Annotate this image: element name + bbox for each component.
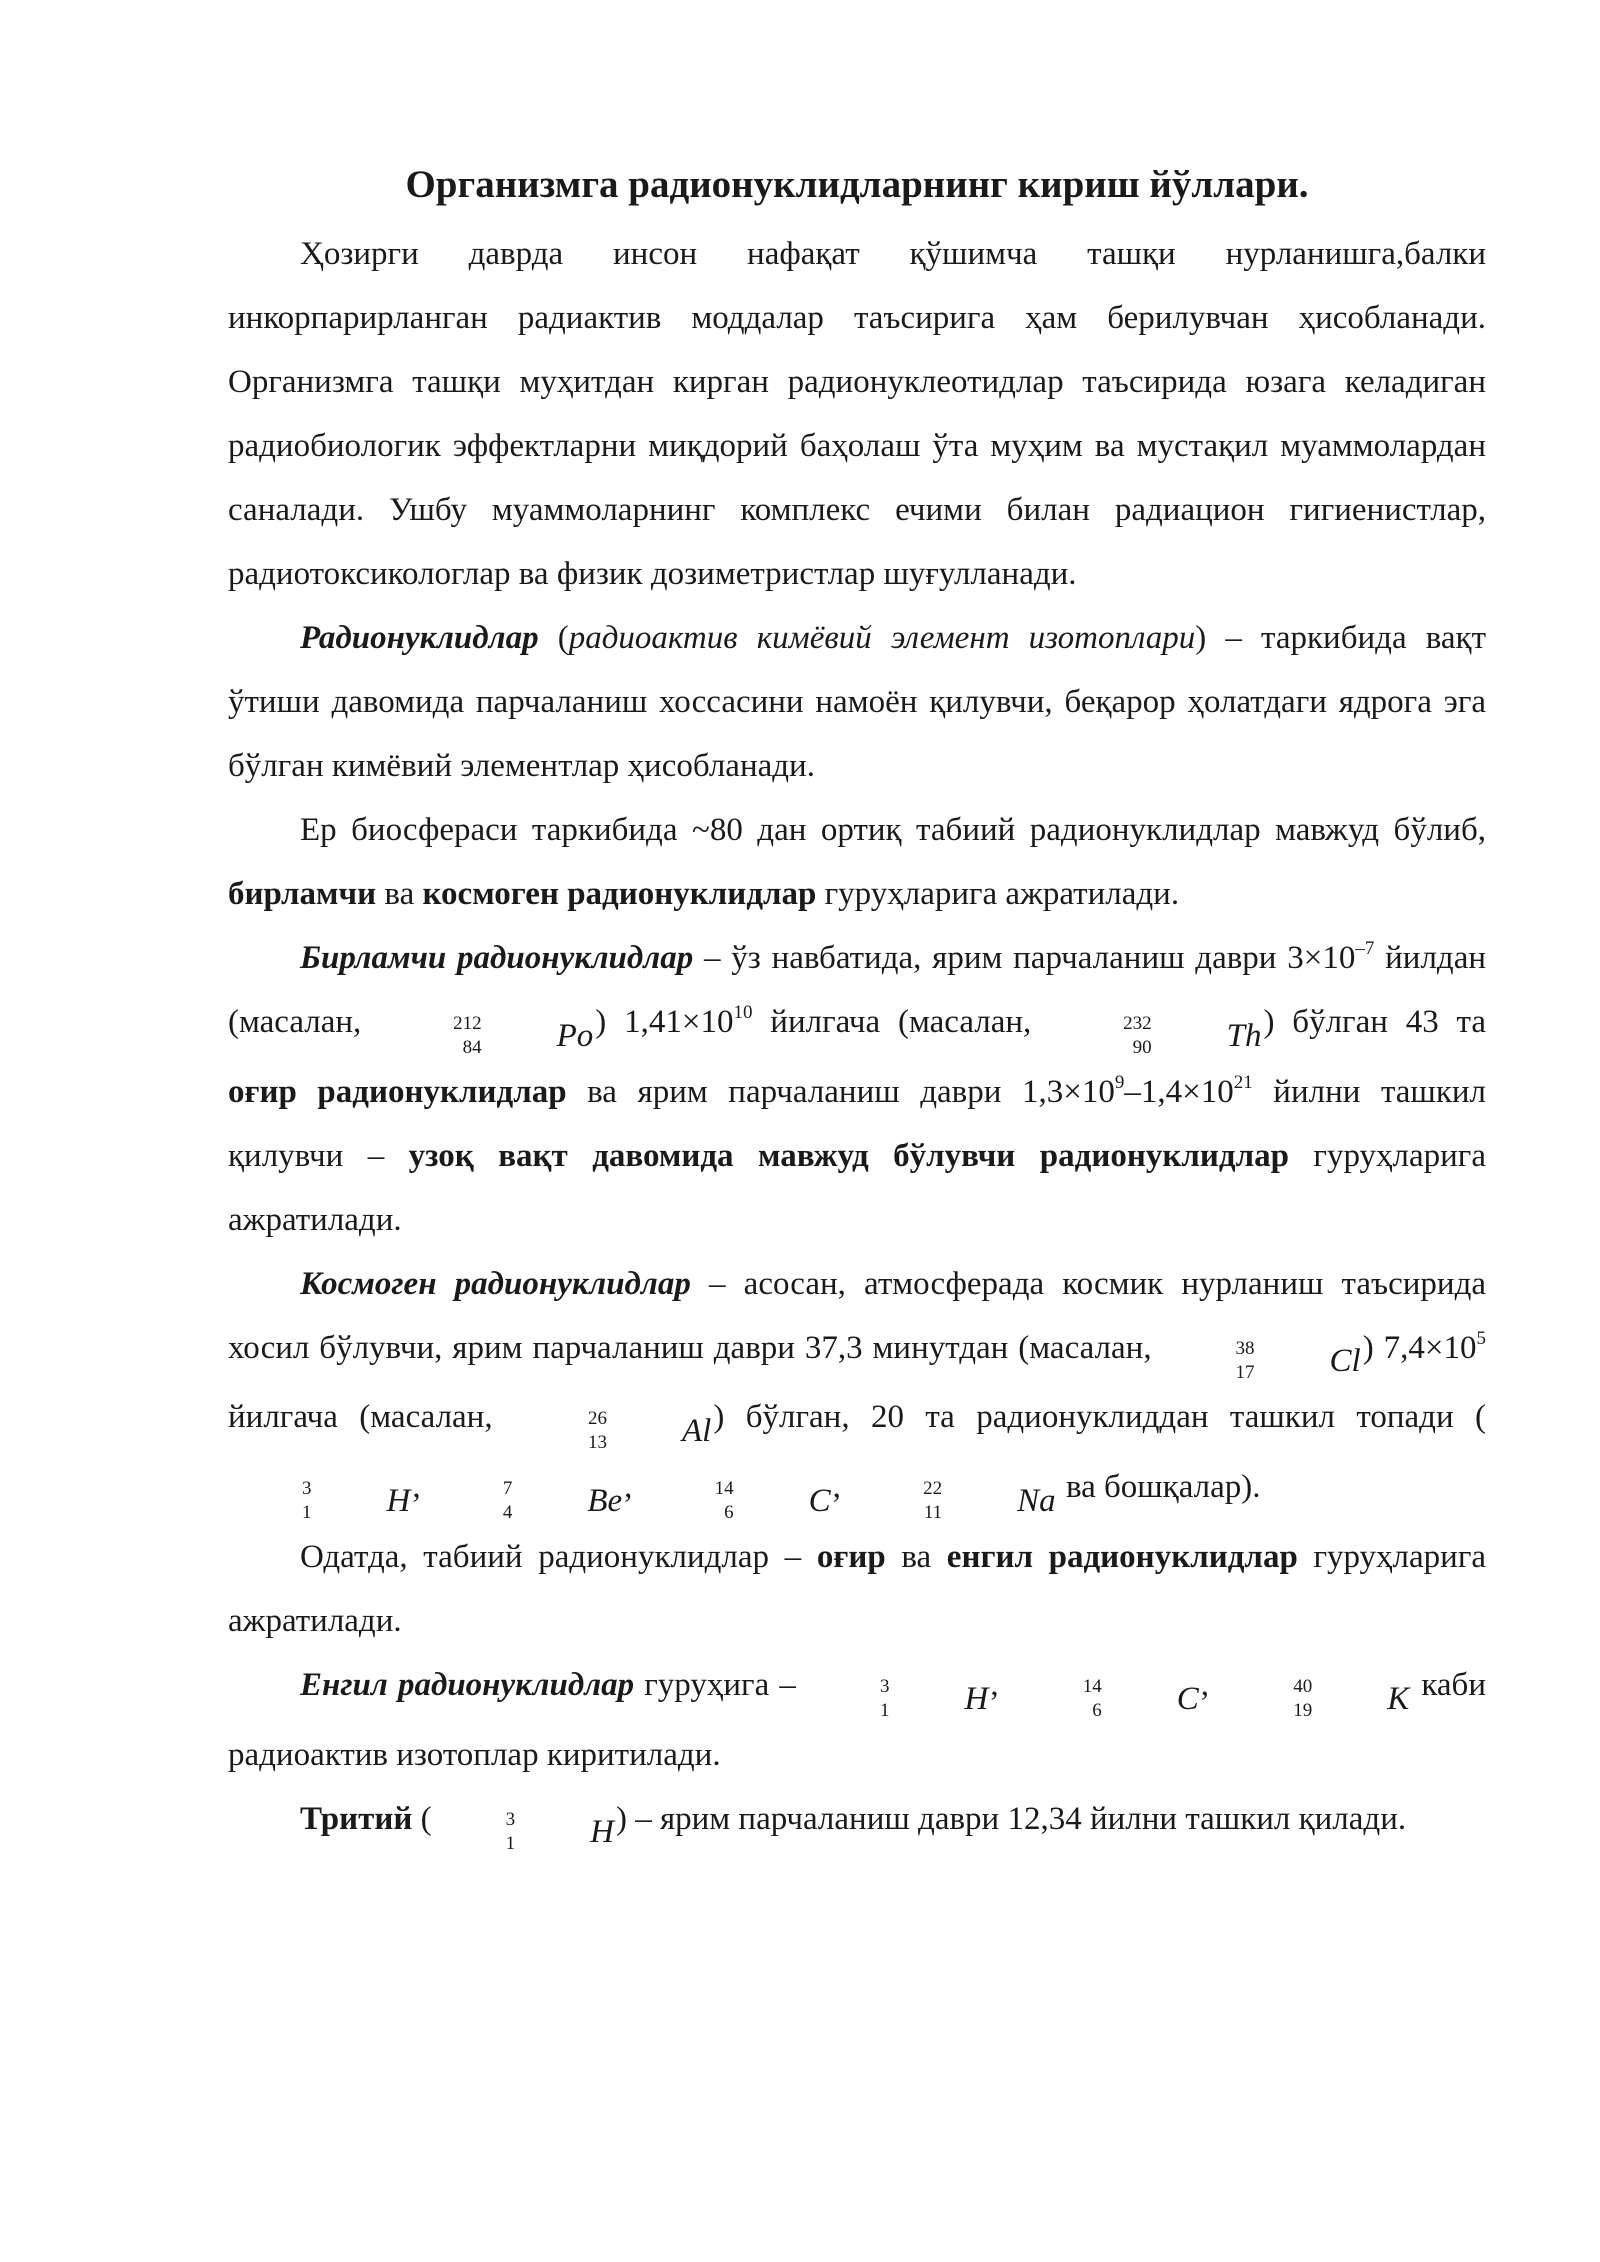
nuclide-th-232: 232 90 Th	[1123, 1012, 1262, 1058]
nuclide-cl-38: 38 17 Cl	[1235, 1338, 1361, 1384]
bold-primary: бирламчи	[228, 876, 377, 912]
nuclide-be-7: 7 4 Be	[502, 1477, 623, 1523]
nuclide-al-26: 26 13 Al	[588, 1408, 712, 1454]
term-explanation: радиоактив кимёвий элемент изотоплари	[568, 620, 1196, 656]
bold-heavy-radionuclides: оғир радионуклидлар	[228, 1073, 567, 1110]
term-primary-radionuclides: Бирламчи радионуклидлар	[300, 940, 694, 976]
bold-heavy: оғир	[816, 1538, 886, 1575]
nuclide-c-14: 14 6 C	[714, 1477, 831, 1523]
bold-long-lived-radionuclides: узоқ вақт давомида мавжуд бўлувчи радионуклидлар	[408, 1137, 1289, 1174]
paragraph-primary-radionuclides: Бирламчи радионуклидлар – ўз навбатида, ярим парчаланиш даври $3\times 10^{-7}$ йилдан (масалан, 212 84 Po ) $1,41\times 10^{10}$ йилгача (масалан, 232 90 Th ) бўлган 43 та оғир радионуклидлар ва ярим парчаланиш даври $1,3\times 10^9-1,4\times 10^{21}$ йилни ташкил қилувчи – узоқ вақт давомида мавжуд бўлувчи радионуклидлар гуруҳларига ажратилади.	[228, 938, 1487, 1238]
nuclide-h-3: 3 1 H	[302, 1477, 411, 1523]
nuclide-h-3: 3 1 H	[505, 1809, 614, 1855]
term-radionuclides: Радионуклидлар	[300, 620, 539, 656]
nuclide-na-22: 22 11 Na	[923, 1477, 1056, 1523]
page-title: Организмга радионуклидларнинг кириш йўллари.	[405, 163, 1309, 206]
paragraph-light-radionuclides: Енгил радионуклидлар гуруҳига – 3 1 H , 14 6 C , 40 19 K каби радиоактив изотоплар киритилади.	[228, 1666, 1486, 1773]
paragraph-natural-groups: Одатда, табиий радионуклидлар – оғир ва енгил радионуклидлар гуруҳларига ажратилади.	[228, 1538, 1487, 1639]
term-cosmogenic-radionuclides: Космоген радионуклидлар	[300, 1265, 691, 1302]
paragraph-intro: Ҳозирги даврда инсон нафақат қўшимча ташқи нурланишга,балки инкорпарирланган радиактив моддалар таъсирига ҳам берилувчан ҳисобланади. Организмга ташқи муҳитдан кирган радионуклеотидлар таъсирида юзага келадиган радиобиологик эффектларни миқдорий баҳолаш ўта муҳим ва мустақил муаммолардан саналади. Ушбу муаммоларнинг комплекс ечими билан радиацион гигиенистлар, радиотоксикологлар ва физик дозиметристлар шуғулланади.	[228, 236, 1486, 592]
bold-light-radionuclides: енгил радионуклидлар	[946, 1538, 1298, 1575]
term-tritium: Тритий	[300, 1800, 413, 1837]
paragraph-radionuclides-definition: Радионуклидлар (радиоактив кимёвий элемент изотоплари) – таркибида вақт ўтиши давомида парчаланиш хоссасини намоён қилувчи, беқарор ҳолатдаги ядрога эга бўлган кимёвий элементлар ҳисобланади.	[228, 620, 1486, 784]
term-light-radionuclides: Енгил радионуклидлар	[300, 1666, 635, 1703]
exponent: 9	[1114, 1071, 1125, 1093]
exponent: 21	[1233, 1071, 1253, 1093]
paragraph-cosmogenic-radionuclides: Космоген радионуклидлар – асосан, атмосферада космик нурланиш таъсирида хосил бўлувчи, ярим парчаланиш даври 37,3 минутдан (масалан, 38 17 Cl ) $7,4\times 10^5$ йилгача (масалан, 26 13 Al ) бўлган, 20 та радионуклиддан ташкил топади ( 3 1 H , 7 4 Be , 14 6 C , 22 11 Na ва бошқалар).	[228, 1265, 1486, 1523]
nuclide-k-40: 40 19 K	[1293, 1675, 1410, 1721]
bold-cosmogenic: космоген радионуклидлар	[422, 876, 817, 912]
exponent: –7	[1355, 938, 1375, 959]
nuclide-c-14: 14 6 C	[1082, 1675, 1199, 1721]
paragraph-biosphere: Ер биосфераси таркибида ~80 дан ортиқ табиий радионуклидлар мавжуд бўлиб, бирламчи ва космоген радионуклидлар гуруҳларига ажратилади.	[228, 812, 1486, 912]
exponent: 10	[733, 1002, 753, 1023]
paragraph-tritium: Тритий ( 3 1 H ) – ярим парчаланиш даври 12,34 йилни ташкил қилади.	[300, 1800, 1407, 1855]
nuclide-h-3: 3 1 H	[880, 1675, 989, 1721]
nuclide-po-212: 212 84 Po	[453, 1012, 594, 1058]
exponent: 5	[1476, 1327, 1486, 1349]
